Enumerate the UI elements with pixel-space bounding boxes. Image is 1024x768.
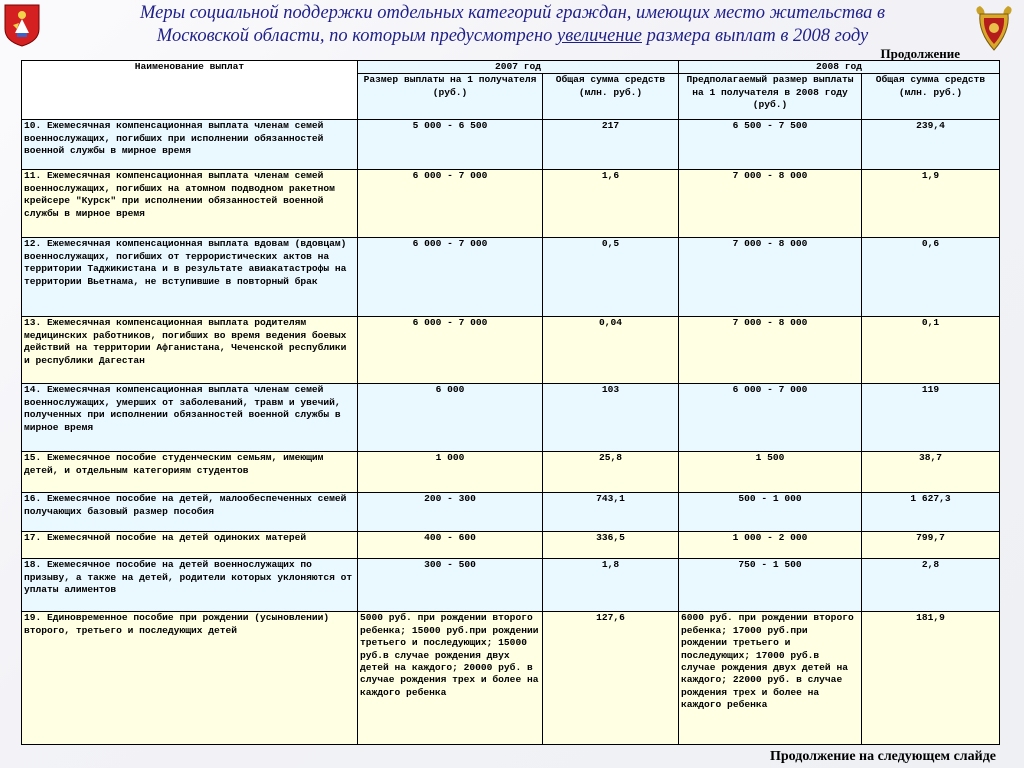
moscow-oblast-coat-of-arms-icon <box>3 3 41 47</box>
row-amount-2007: 6 000 - 7 000 <box>358 170 543 238</box>
row-name: 16. Ежемесячное пособие на детей, малообеспеченных семей получающих базовый размер пособия <box>22 493 358 532</box>
table-row <box>22 559 1000 612</box>
row-amount-2007: 5 000 - 6 500 <box>358 120 543 170</box>
row-total-2007: 0,04 <box>543 317 679 384</box>
row-name: 12. Ежемесячная компенсационная выплата вдовам (вдовцам) военнослужащих, погибших от террористических актов на территории Таджикистана и в результате авиакатастрофы на территории Вьетнама, не вступившие в повторный брак <box>22 238 358 317</box>
row-total-2007: 103 <box>543 384 679 452</box>
header-2008-amount: Предполагаемый размер выплаты на 1 получателя в 2008 году (руб.) <box>679 74 862 120</box>
header-2008-total: Общая сумма средств (млн. руб.) <box>862 74 1000 120</box>
row-total-2008: 799,7 <box>862 532 1000 559</box>
agency-emblem-icon <box>972 4 1016 52</box>
title-line-2-start: Московской области, по которым предусмотрено <box>156 26 558 46</box>
row-total-2007: 1,8 <box>543 559 679 612</box>
row-total-2007: 217 <box>543 120 679 170</box>
table-header-row <box>22 61 1000 74</box>
row-name: 15. Ежемесячное пособие студенческим семьям, имеющим детей, и отдельным категориям студентов <box>22 452 358 493</box>
row-total-2007: 336,5 <box>543 532 679 559</box>
row-name: 18. Ежемесячное пособие на детей военнослужащих по призыву, а также на детей, родители которых уклоняются от уплаты алиментов <box>22 559 358 612</box>
row-amount-2008: 6000 руб. при рождении второго ребенка; 17000 руб.при рождении третьего и последующих; 17000 руб.в случае рождения двух детей на каждого; 22000 руб. в случае рождения трех и более на каждого ребенка <box>679 612 862 745</box>
row-name: 14. Ежемесячная компенсационная выплата членам семей военнослужащих, умерших от заболеваний, травм и увечий, полученных при исполнении обязанностей военной службы в мирное время <box>22 384 358 452</box>
title-line-2-end: размера выплат в 2008 году <box>642 26 869 46</box>
row-amount-2007: 6 000 <box>358 384 543 452</box>
row-total-2007: 25,8 <box>543 452 679 493</box>
row-amount-2008: 750 - 1 500 <box>679 559 862 612</box>
row-name: 10. Ежемесячная компенсационная выплата членам семей военнослужащих, погибших при исполнении обязанностей военной службы в мирное время <box>22 120 358 170</box>
row-amount-2008: 500 - 1 000 <box>679 493 862 532</box>
row-total-2007: 0,5 <box>543 238 679 317</box>
continuation-label: Продолжение <box>880 46 960 61</box>
row-amount-2008: 7 000 - 8 000 <box>679 317 862 384</box>
row-total-2007: 127,6 <box>543 612 679 745</box>
row-total-2008: 181,9 <box>862 612 1000 745</box>
header-name-column: Наименование выплат <box>22 61 358 120</box>
table-row <box>22 238 1000 317</box>
row-amount-2007: 5000 руб. при рождении второго ребенка; 15000 руб.при рождении третьего и последующих; 15000 руб.в случае рождения двух детей на каждого; 20000 руб. в случае рождения трех и более на каждого ребенка <box>358 612 543 745</box>
row-name: 17. Ежемесячной пособие на детей одиноких матерей <box>22 532 358 559</box>
row-name: 13. Ежемесячная компенсационная выплата родителям медицинских работников, погибших во время ведения боевых действий на территории Афганистана, Чеченской республики и республики Дагестан <box>22 317 358 384</box>
row-amount-2007: 400 - 600 <box>358 532 543 559</box>
row-amount-2007: 300 - 500 <box>358 559 543 612</box>
continuation-next-slide-label: Продолжение на следующем слайде <box>770 749 996 764</box>
title-line-2 <box>55 25 970 48</box>
row-total-2008: 38,7 <box>862 452 1000 493</box>
row-amount-2007: 1 000 <box>358 452 543 493</box>
row-total-2008: 0,1 <box>862 317 1000 384</box>
table-row <box>22 170 1000 238</box>
row-total-2007: 743,1 <box>543 493 679 532</box>
row-amount-2008: 7 000 - 8 000 <box>679 170 862 238</box>
row-amount-2007: 200 - 300 <box>358 493 543 532</box>
title-underlined-word: увеличение <box>557 26 642 46</box>
table-row <box>22 532 1000 559</box>
row-total-2008: 0,6 <box>862 238 1000 317</box>
row-amount-2008: 7 000 - 8 000 <box>679 238 862 317</box>
row-amount-2008: 6 000 - 7 000 <box>679 384 862 452</box>
row-amount-2008: 1 000 - 2 000 <box>679 532 862 559</box>
row-total-2007: 1,6 <box>543 170 679 238</box>
slide-title <box>55 2 970 48</box>
table-row <box>22 120 1000 170</box>
table-row <box>22 317 1000 384</box>
table-row <box>22 612 1000 745</box>
title-line-1: Меры социальной поддержки отдельных категорий граждан, имеющих место жительства в <box>139 3 886 23</box>
header-year-2008: 2008 год <box>679 61 1000 74</box>
row-name: 11. Ежемесячная компенсационная выплата членам семей военнослужащих, погибших на атомном подводном ракетном крейсере "Курск" при исполнении обязанностей военной службы в мирное время <box>22 170 358 238</box>
header-2007-total: Общая сумма средств (млн. руб.) <box>543 74 679 120</box>
row-name: 19. Единовременное пособие при рождении (усыновлении) второго, третьего и последующих детей <box>22 612 358 745</box>
row-total-2008: 2,8 <box>862 559 1000 612</box>
table-row <box>22 493 1000 532</box>
row-total-2008: 1 627,3 <box>862 493 1000 532</box>
row-total-2008: 119 <box>862 384 1000 452</box>
table-row <box>22 452 1000 493</box>
header-2007-amount: Размер выплаты на 1 получателя (руб.) <box>358 74 543 120</box>
header-year-2007: 2007 год <box>358 61 679 74</box>
row-amount-2008: 1 500 <box>679 452 862 493</box>
payments-table <box>21 60 1000 745</box>
row-amount-2007: 6 000 - 7 000 <box>358 238 543 317</box>
row-amount-2007: 6 000 - 7 000 <box>358 317 543 384</box>
row-total-2008: 239,4 <box>862 120 1000 170</box>
table-row <box>22 384 1000 452</box>
row-total-2008: 1,9 <box>862 170 1000 238</box>
row-amount-2008: 6 500 - 7 500 <box>679 120 862 170</box>
